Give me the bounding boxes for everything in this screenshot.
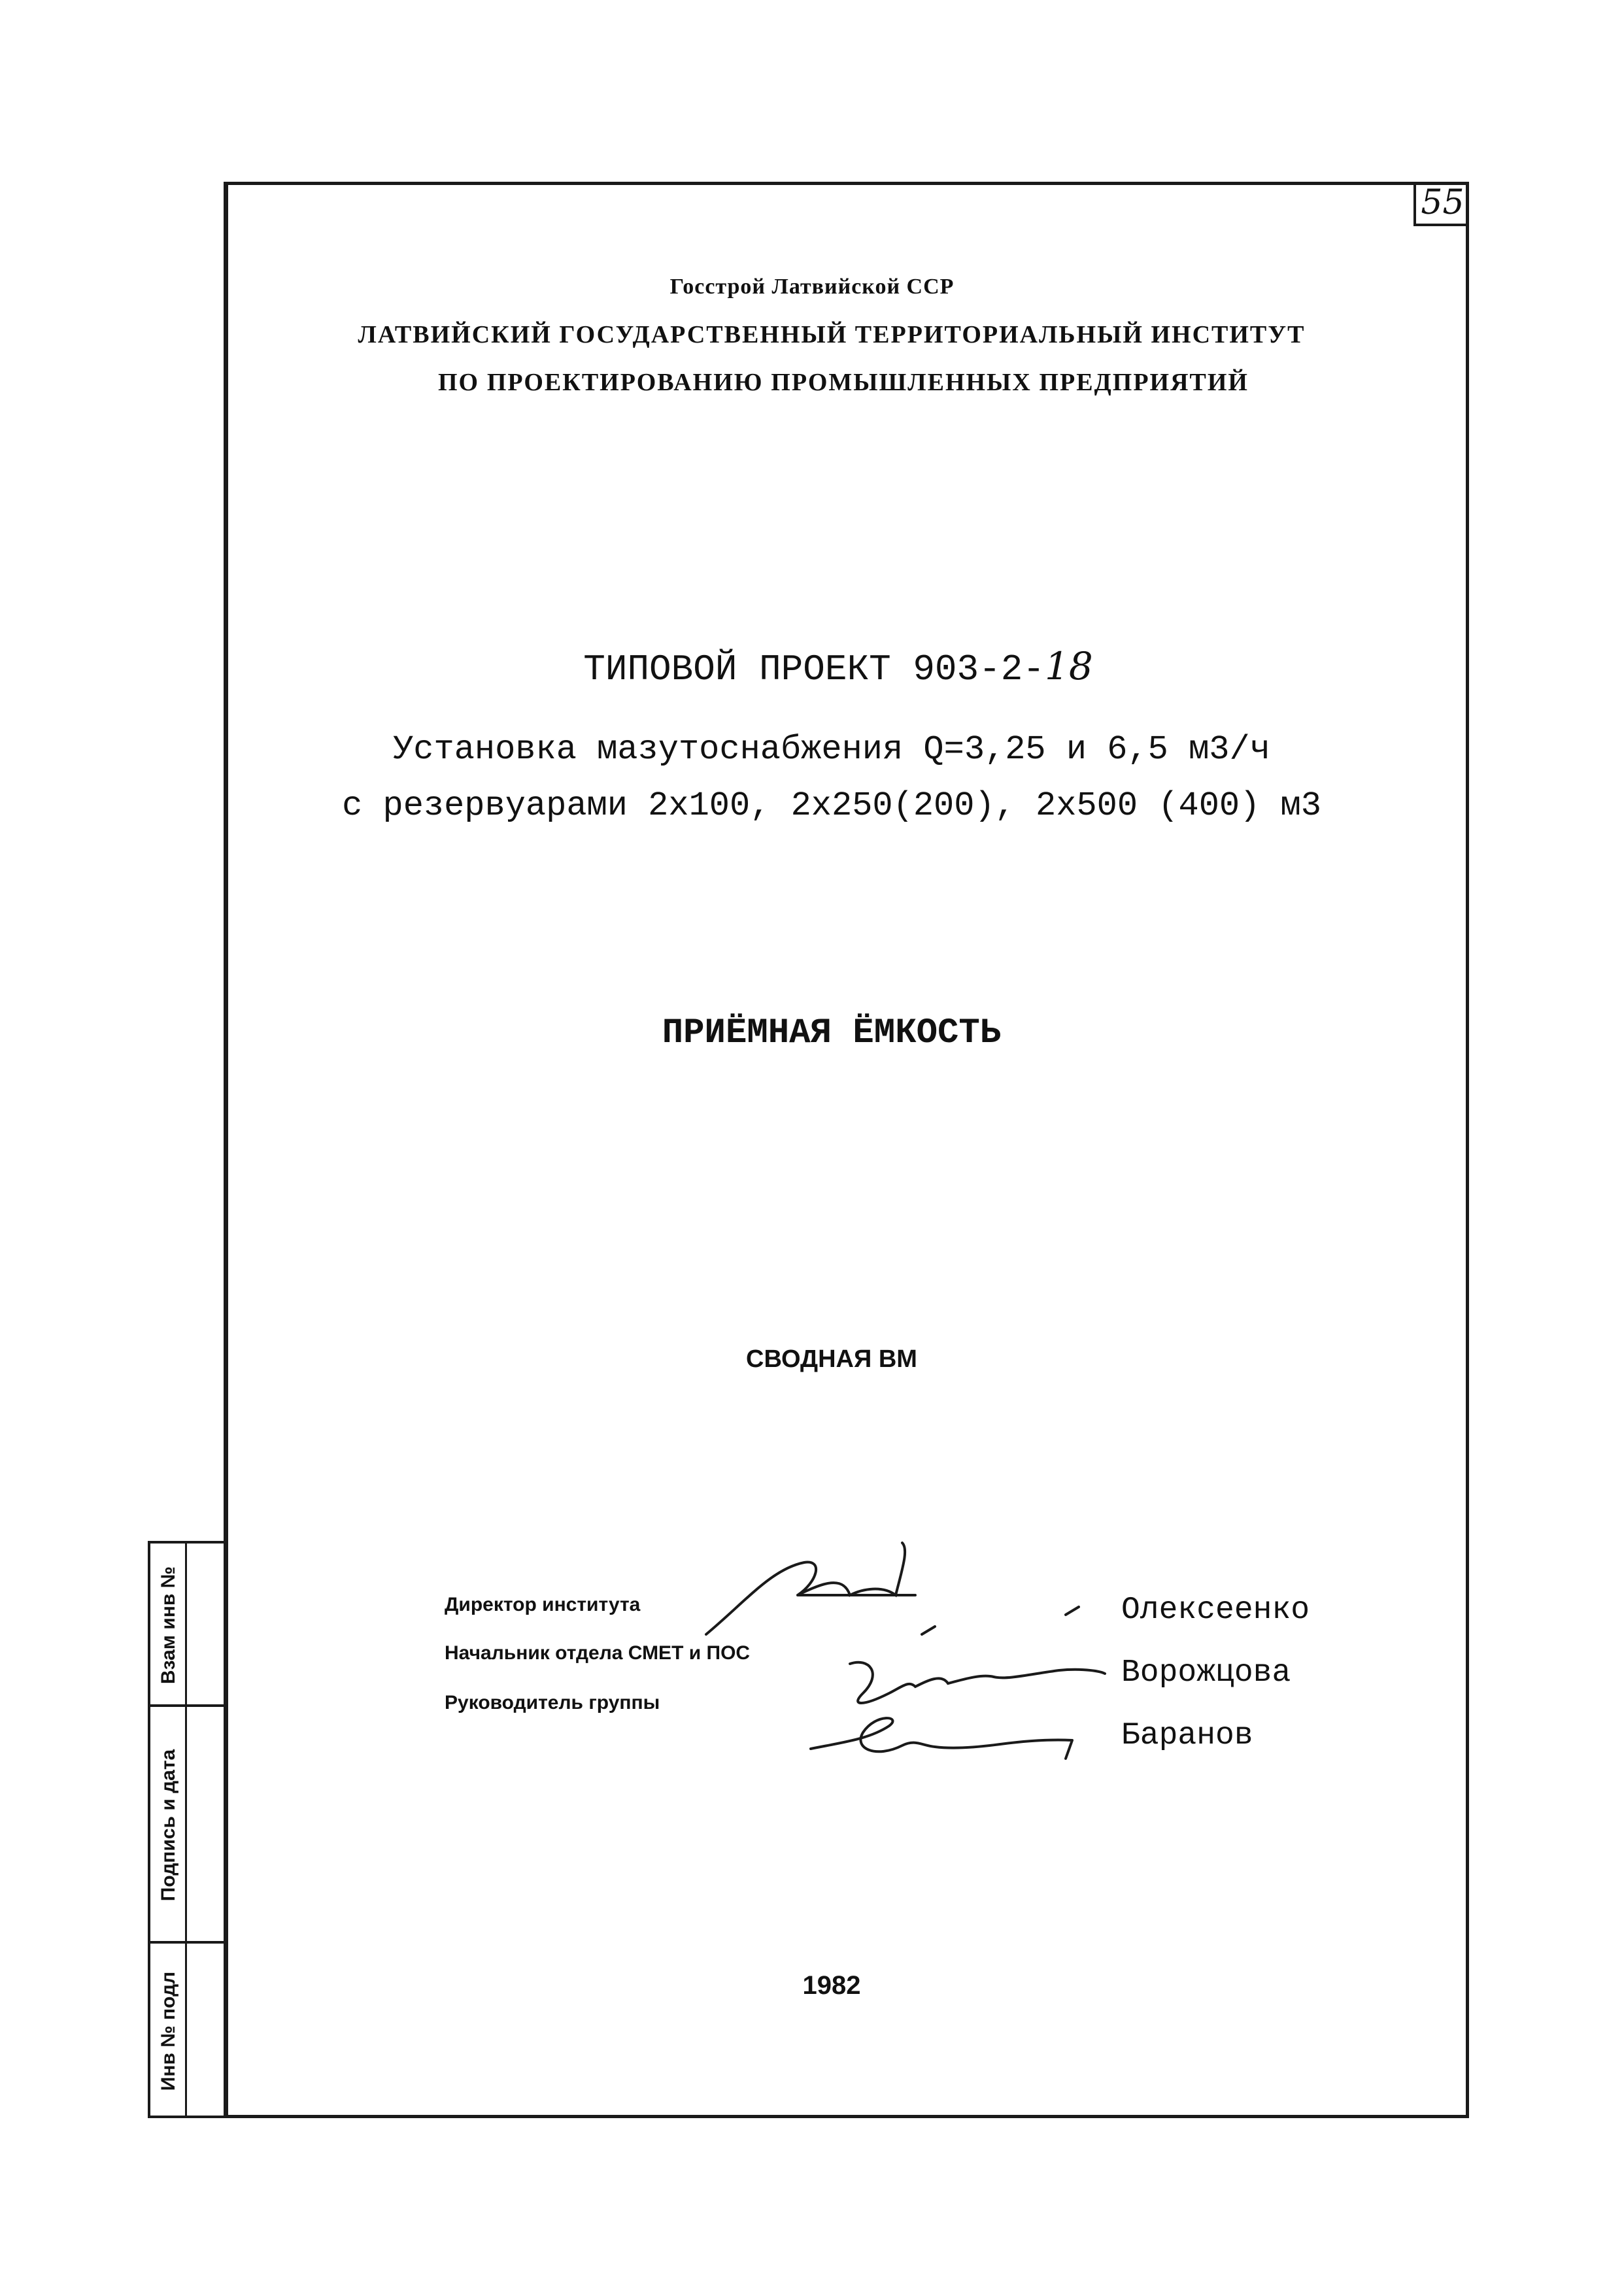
institute-word: ПРЕДПРИЯТИЙ — [1039, 369, 1249, 396]
ministry-name: Госстрой Латвийской ССР — [669, 275, 955, 299]
institute-word: ПО — [438, 369, 480, 396]
document-subtitle: СВОДНАЯ ВМ — [746, 1345, 917, 1373]
side-stamp-label-signature: Подпись и дата — [158, 1749, 180, 1902]
signature-group-lead — [811, 1718, 1072, 1759]
project-number: 18 — [1044, 644, 1093, 688]
signature-tick-director — [1066, 1607, 1079, 1615]
sheet-number: 55 — [1413, 182, 1469, 226]
signatory-role-group-lead: Руководитель группы — [445, 1692, 660, 1713]
project-prefix: ТИПОВОЙ ПРОЕКТ 903-2- — [583, 649, 1045, 690]
institute-word: ПРОЕКТИРОВАНИЮ — [486, 369, 764, 396]
signatory-role-head: Начальник отдела СМЕТ и ПОС — [445, 1642, 751, 1664]
side-stamp-label-inventory: Инв № подл — [158, 1971, 180, 2091]
institute-name-line1: ЛАТВИЙСКИЙ ГОСУДАРСТВЕННЫЙ ТЕРРИТОРИАЛЬНЫЙ ИНСТИТУТ — [358, 321, 1306, 348]
side-stamp-label-replacement: Взам инв № — [158, 1566, 179, 1685]
year: 1982 — [802, 1971, 861, 2000]
signature-tick-head — [922, 1627, 935, 1634]
signatory-name-head: Ворожцова — [1121, 1655, 1291, 1691]
signatory-role-director: Директор института — [445, 1594, 641, 1615]
signatory-name-director: Олексеенко — [1121, 1593, 1310, 1628]
institute-word: ПРОМЫШЛЕННЫХ — [771, 369, 1032, 396]
signatory-name-group-lead: Баранов — [1121, 1718, 1253, 1753]
project-description-line1: Установка мазутоснабжения Q=3,25 и 6,5 м3/ч — [393, 730, 1270, 769]
project-description-line2: с резервуарами 2х100, 2х250(200), 2х500 (400) м3 — [342, 786, 1321, 825]
signature-director — [706, 1543, 915, 1634]
document-title: ПРИЁМНАЯ ЁМКОСТЬ — [662, 1013, 1002, 1053]
signature-head — [850, 1662, 1105, 1703]
